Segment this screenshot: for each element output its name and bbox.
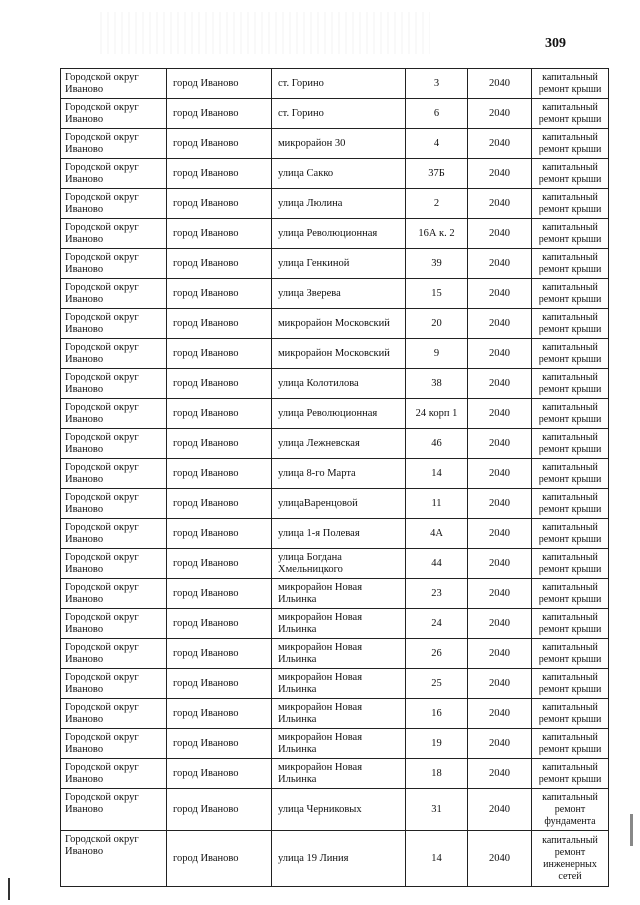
cell-year: 2040 [468,309,532,339]
cell-district: Городской округ Иваново [61,729,167,759]
cell-house: 23 [406,579,468,609]
cell-work: капитальный ремонт крыши [532,369,609,399]
cell-district: Городской округ Иваново [61,159,167,189]
cell-street: ст. Горино [272,99,406,129]
cell-house: 14 [406,459,468,489]
cell-work: капитальный ремонт крыши [532,189,609,219]
cell-work: капитальный ремонт крыши [532,159,609,189]
cell-house: 20 [406,309,468,339]
cell-city: город Иваново [167,129,272,159]
cell-house: 38 [406,369,468,399]
cell-house: 9 [406,339,468,369]
cell-district: Городской округ Иваново [61,429,167,459]
cell-street: улица Революционная [272,399,406,429]
cell-city: город Иваново [167,159,272,189]
cell-house: 4 [406,129,468,159]
cell-year: 2040 [468,249,532,279]
cell-street: улица 19 Линия [272,831,406,887]
cell-work: капитальный ремонт крыши [532,309,609,339]
cell-city: город Иваново [167,699,272,729]
scan-artifact [100,12,430,54]
table-row [61,789,609,831]
cell-year: 2040 [468,399,532,429]
cell-house: 44 [406,549,468,579]
cell-street: улица Революционная [272,219,406,249]
cell-work: капитальный ремонт крыши [532,429,609,459]
cell-work: капитальный ремонт крыши [532,279,609,309]
cell-city: город Иваново [167,489,272,519]
cell-city: город Иваново [167,789,272,831]
cell-house: 2 [406,189,468,219]
cell-city: город Иваново [167,579,272,609]
cell-house: 16А к. 2 [406,219,468,249]
cell-work: капитальный ремонт крыши [532,129,609,159]
table-row [61,669,609,699]
cell-district: Городской округ Иваново [61,249,167,279]
cell-house: 24 корп 1 [406,399,468,429]
cell-district: Городской округ Иваново [61,309,167,339]
cell-year: 2040 [468,609,532,639]
cell-year: 2040 [468,459,532,489]
cell-year: 2040 [468,639,532,669]
repair-schedule-table [60,68,609,887]
cell-house: 26 [406,639,468,669]
cell-city: город Иваново [167,519,272,549]
cell-work: капитальный ремонт крыши [532,729,609,759]
cell-work: капитальный ремонт крыши [532,399,609,429]
cell-year: 2040 [468,339,532,369]
scan-edge-mark [8,878,10,900]
cell-street: улица Зверева [272,279,406,309]
cell-house: 15 [406,279,468,309]
cell-house: 31 [406,789,468,831]
table-row [61,459,609,489]
cell-district: Городской округ Иваново [61,549,167,579]
cell-work: капитальный ремонт крыши [532,699,609,729]
table-row [61,489,609,519]
cell-city: город Иваново [167,759,272,789]
cell-street: микрорайон Новая Ильинка [272,579,406,609]
cell-street: микрорайон Московский [272,339,406,369]
cell-work: капитальный ремонт крыши [532,609,609,639]
cell-district: Городской округ Иваново [61,609,167,639]
cell-work: капитальный ремонт крыши [532,249,609,279]
cell-house: 46 [406,429,468,459]
cell-district: Городской округ Иваново [61,759,167,789]
cell-street: микрорайон Новая Ильинка [272,729,406,759]
cell-street: ст. Горино [272,69,406,99]
table-row [61,699,609,729]
page-number: 309 [545,36,566,51]
table-row [61,369,609,399]
cell-year: 2040 [468,159,532,189]
table-row [61,339,609,369]
cell-year: 2040 [468,489,532,519]
cell-work: капитальный ремонт крыши [532,459,609,489]
cell-street: микрорайон Новая Ильинка [272,639,406,669]
cell-work: капитальный ремонт крыши [532,549,609,579]
table-row [61,309,609,339]
table-row [61,249,609,279]
cell-district: Городской округ Иваново [61,279,167,309]
cell-street: улица 1-я Полевая [272,519,406,549]
cell-street: микрорайон Московский [272,309,406,339]
cell-city: город Иваново [167,339,272,369]
cell-street: улица Богдана Хмельницкого [272,549,406,579]
cell-city: город Иваново [167,309,272,339]
cell-street: микрорайон Новая Ильинка [272,759,406,789]
table-row [61,159,609,189]
cell-work: капитальный ремонт крыши [532,219,609,249]
cell-work: капитальный ремонт крыши [532,759,609,789]
table-row [61,219,609,249]
cell-district: Городской округ Иваново [61,339,167,369]
table-row [61,831,609,887]
scan-edge-mark [630,814,633,846]
cell-house: 11 [406,489,468,519]
cell-work: капитальный ремонт крыши [532,99,609,129]
cell-house: 6 [406,99,468,129]
cell-city: город Иваново [167,69,272,99]
cell-house: 24 [406,609,468,639]
cell-district: Городской округ Иваново [61,519,167,549]
cell-street: улицаВаренцовой [272,489,406,519]
table-row [61,639,609,669]
cell-street: микрорайон Новая Ильинка [272,669,406,699]
table-row [61,279,609,309]
cell-district: Городской округ Иваново [61,699,167,729]
cell-district: Городской округ Иваново [61,831,167,887]
cell-district: Городской округ Иваново [61,639,167,669]
cell-work: капитальный ремонт крыши [532,69,609,99]
table-row [61,129,609,159]
cell-work: капитальный ремонт крыши [532,639,609,669]
cell-district: Городской округ Иваново [61,99,167,129]
cell-district: Городской округ Иваново [61,459,167,489]
cell-city: город Иваново [167,831,272,887]
table-row [61,609,609,639]
cell-city: город Иваново [167,669,272,699]
table-row [61,399,609,429]
cell-year: 2040 [468,669,532,699]
table-row [61,759,609,789]
cell-year: 2040 [468,279,532,309]
cell-district: Городской округ Иваново [61,669,167,699]
cell-district: Городской округ Иваново [61,369,167,399]
cell-work: капитальный ремонт крыши [532,339,609,369]
cell-house: 37Б [406,159,468,189]
cell-house: 14 [406,831,468,887]
cell-city: город Иваново [167,279,272,309]
cell-year: 2040 [468,789,532,831]
cell-district: Городской округ Иваново [61,189,167,219]
cell-city: город Иваново [167,639,272,669]
cell-city: город Иваново [167,249,272,279]
cell-district: Городской округ Иваново [61,789,167,831]
cell-work: капитальный ремонт крыши [532,519,609,549]
cell-year: 2040 [468,759,532,789]
cell-year: 2040 [468,429,532,459]
cell-house: 16 [406,699,468,729]
cell-street: улица Колотилова [272,369,406,399]
table-row [61,99,609,129]
cell-street: микрорайон 30 [272,129,406,159]
cell-house: 3 [406,69,468,99]
cell-street: улица Генкиной [272,249,406,279]
cell-work: капитальный ремонт инженерных сетей [532,831,609,887]
cell-street: микрорайон Новая Ильинка [272,609,406,639]
cell-house: 25 [406,669,468,699]
table-row [61,189,609,219]
cell-house: 4А [406,519,468,549]
cell-district: Городской округ Иваново [61,579,167,609]
cell-city: город Иваново [167,399,272,429]
cell-year: 2040 [468,129,532,159]
cell-street: микрорайон Новая Ильинка [272,699,406,729]
cell-year: 2040 [468,549,532,579]
cell-district: Городской округ Иваново [61,69,167,99]
cell-street: улица Сакко [272,159,406,189]
table-row [61,69,609,99]
cell-house: 19 [406,729,468,759]
cell-house: 39 [406,249,468,279]
cell-year: 2040 [468,69,532,99]
table-row [61,729,609,759]
cell-work: капитальный ремонт крыши [532,579,609,609]
cell-district: Городской округ Иваново [61,489,167,519]
cell-city: город Иваново [167,609,272,639]
cell-city: город Иваново [167,729,272,759]
cell-city: город Иваново [167,459,272,489]
cell-year: 2040 [468,699,532,729]
cell-district: Городской округ Иваново [61,129,167,159]
cell-city: город Иваново [167,99,272,129]
cell-district: Городской округ Иваново [61,399,167,429]
cell-city: город Иваново [167,219,272,249]
cell-year: 2040 [468,369,532,399]
cell-year: 2040 [468,219,532,249]
cell-district: Городской округ Иваново [61,219,167,249]
table-row [61,429,609,459]
cell-year: 2040 [468,729,532,759]
cell-street: улица Лежневская [272,429,406,459]
table-row [61,519,609,549]
table-row [61,549,609,579]
table-row [61,579,609,609]
cell-year: 2040 [468,831,532,887]
cell-house: 18 [406,759,468,789]
cell-city: город Иваново [167,429,272,459]
cell-work: капитальный ремонт крыши [532,669,609,699]
cell-year: 2040 [468,189,532,219]
cell-year: 2040 [468,99,532,129]
cell-city: город Иваново [167,369,272,399]
cell-year: 2040 [468,579,532,609]
cell-work: капитальный ремонт крыши [532,489,609,519]
cell-street: улица Люлина [272,189,406,219]
cell-city: город Иваново [167,549,272,579]
cell-street: улица 8-го Марта [272,459,406,489]
cell-work: капитальный ремонт фундамента [532,789,609,831]
cell-year: 2040 [468,519,532,549]
cell-street: улица Черниковых [272,789,406,831]
cell-city: город Иваново [167,189,272,219]
